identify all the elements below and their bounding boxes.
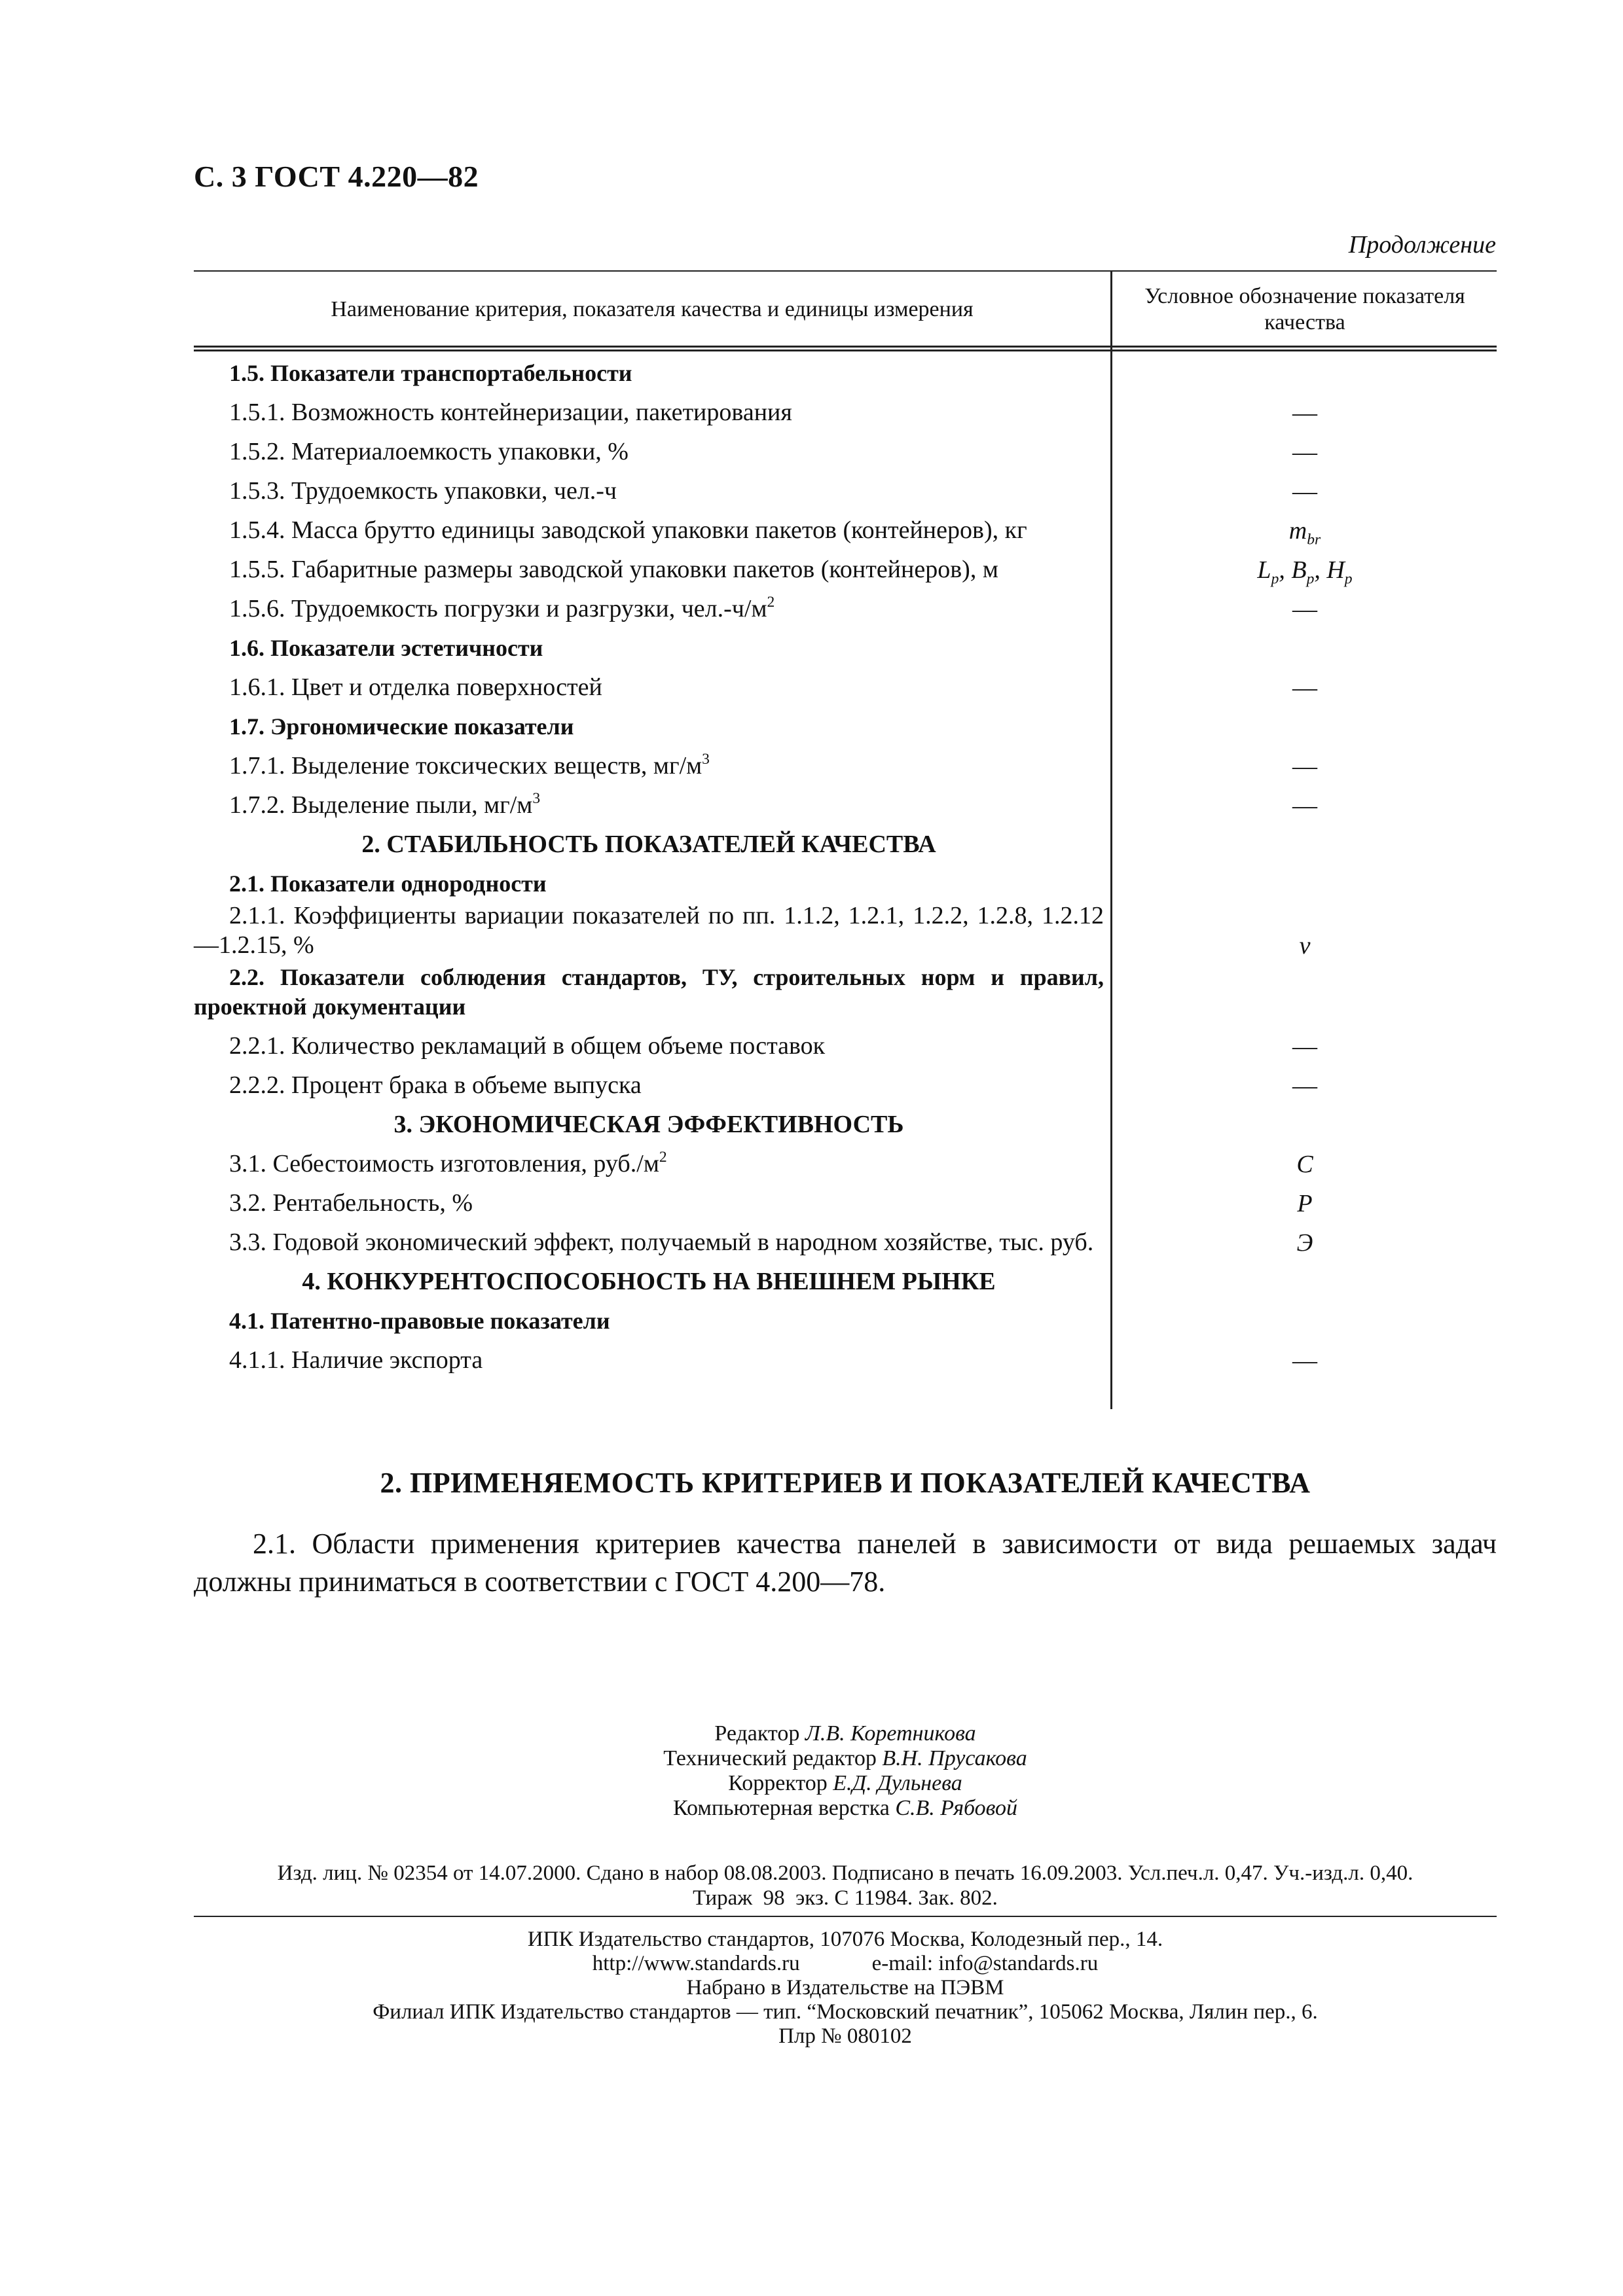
table-row	[194, 963, 1497, 1024]
row-name	[194, 594, 1104, 626]
header-rule	[194, 346, 1497, 348]
credit-corrector	[194, 1771, 1497, 1796]
row-name-text: 1.7.2. Выделение пыли, мг/м	[229, 791, 533, 819]
table-row	[194, 1181, 1497, 1221]
column-header-symbol	[1113, 272, 1497, 348]
publisher-address: ИПК Издательство стандартов, 107076 Москва, Колодезный пер., 14.	[527, 1928, 1163, 1951]
table-row	[194, 430, 1497, 469]
symbol-main: m	[1288, 517, 1307, 545]
table-row	[194, 1024, 1497, 1064]
page-header: С. 3 ГОСТ 4.220—82	[194, 160, 479, 193]
table-row	[194, 783, 1497, 823]
row-symbol: —	[1292, 1347, 1317, 1374]
credit-person: Л.В. Коретникова	[805, 1721, 976, 1746]
publisher-typeset: Набрано в Издательстве на ПЭВМ	[686, 1976, 1004, 2000]
row-name	[194, 1149, 1104, 1181]
row-name-text: 3.1. Себестоимость изготовления, руб./м	[229, 1150, 659, 1177]
row-name: 1.5.4. Масса брутто единицы заводской упаковки пакетов (контейнеров), кг	[229, 516, 1027, 544]
table-row	[194, 587, 1497, 626]
table-row	[194, 1142, 1497, 1181]
row-name: 1.5.2. Материалоемкость упаковки, %	[229, 438, 629, 465]
superscript: 3	[702, 751, 710, 768]
row-name: 2.2.2. Процент брака в объеме выпуска	[229, 1071, 642, 1099]
subsection-heading: 4.1. Патентно-правовые показатели	[229, 1308, 610, 1334]
section-title: 2. ПРИМЕНЯЕМОСТЬ КРИТЕРИЕВ И ПОКАЗАТЕЛЕЙ КАЧЕСТВА	[380, 1467, 1311, 1499]
column-header-name: Наименование критерия, показателя качества и единицы измерения	[331, 297, 974, 321]
publisher-license: Плр № 080102	[778, 2024, 912, 2048]
credits-block	[194, 1721, 1497, 1821]
symbol-b: B	[1291, 556, 1307, 584]
superscript: 2	[767, 594, 775, 611]
publisher-contacts	[194, 1952, 1497, 1976]
table-body	[194, 351, 1497, 1378]
symbol-h: H	[1326, 556, 1345, 584]
continuation-label: Продолжение	[1348, 231, 1496, 259]
section-heading: 4. КОНКУРЕНТОСПОСОБНОСТЬ НА ВНЕШНЕМ РЫНКЕ	[302, 1268, 996, 1295]
symbol-l: L	[1257, 556, 1271, 584]
credit-role: Редактор	[714, 1721, 800, 1746]
symbol-subscript: p	[1271, 570, 1279, 588]
row-name: 1.5.3. Трудоемкость упаковки, чел.-ч	[229, 477, 617, 505]
row-name: 2.2.1. Количество рекламаций в общем объеме поставок	[229, 1032, 826, 1060]
row-symbol: v	[1299, 932, 1311, 960]
row-name: 3.2. Рентабельность, %	[229, 1189, 473, 1217]
row-name	[194, 751, 1104, 783]
imprint-block	[194, 1861, 1497, 1910]
credit-role: Компьютерная верстка	[672, 1796, 890, 1820]
row-symbol: Р	[1297, 1190, 1313, 1217]
table-row	[194, 1064, 1497, 1103]
subsection-heading: 2.1. Показатели однородности	[229, 870, 547, 897]
imprint-line: Тираж 98 экз. С 11984. Зак. 802.	[693, 1886, 998, 1910]
table-row	[194, 1299, 1497, 1338]
credit-person: С.В. Рябовой	[895, 1796, 1017, 1820]
row-symbol: —	[1292, 596, 1317, 623]
row-name: 3.3. Годовой экономический эффект, получаемый в народном хозяйстве, тыс. руб.	[229, 1229, 1094, 1256]
table-row	[194, 626, 1497, 666]
section-heading: 2. СТАБИЛЬНОСТЬ ПОКАЗАТЕЛЕЙ КАЧЕСТВА	[361, 831, 936, 858]
credit-person: Е.Д. Дульнева	[833, 1771, 962, 1795]
table-row	[194, 1338, 1497, 1378]
table-row	[194, 666, 1497, 705]
row-name: 4.1.1. Наличие экспорта	[229, 1346, 483, 1374]
row-name: 1.5.5. Габаритные размеры заводской упаковки пакетов (контейнеров), м	[229, 556, 998, 583]
table-row	[194, 1260, 1497, 1299]
table-row	[194, 469, 1497, 509]
column-header-symbol-line1: Условное обозначение показателя	[1144, 284, 1465, 308]
row-symbol: —	[1292, 753, 1317, 780]
subsection-heading: 2.2. Показатели соблюдения стандартов, ТУ, строительных норм и правил, проектной документации	[194, 964, 1104, 1020]
superscript: 3	[532, 790, 541, 808]
table-row	[194, 744, 1497, 783]
row-symbol: Э	[1296, 1229, 1313, 1257]
superscript: 2	[659, 1149, 667, 1166]
section-heading: 3. ЭКОНОМИЧЕСКАЯ ЭФФЕКТИВНОСТЬ	[393, 1111, 904, 1138]
table-row	[194, 351, 1497, 391]
imprint-line: Изд. лиц. № 02354 от 14.07.2000. Сдано в набор 08.08.2003. Подписано в печать 16.09.2003. Усл.печ.л. 0,47. Уч.-изд.л. 0,40.	[277, 1861, 1413, 1885]
row-name	[194, 791, 1104, 823]
row-name: 1.5.1. Возможность контейнеризации, пакетирования	[229, 399, 792, 426]
row-symbol: —	[1292, 478, 1317, 505]
table-row	[194, 901, 1497, 963]
table-row	[194, 862, 1497, 901]
credit-person: В.Н. Прусакова	[882, 1746, 1027, 1770]
credit-role: Корректор	[728, 1771, 828, 1795]
column-header-symbol-line2: качества	[1264, 310, 1345, 334]
row-symbol: —	[1292, 674, 1317, 702]
subsection-heading: 1.7. Эргономические показатели	[229, 713, 574, 740]
row-name: 2.1.1. Коэффициенты вариации показателей по пп. 1.1.2, 1.2.1, 1.2.2, 1.2.8, 1.2.12—1.2.15, %	[194, 902, 1104, 959]
subsection-heading: 1.6. Показатели эстетичности	[229, 635, 543, 661]
row-symbol: $L_p$, $B_p$, $H_p$	[1257, 556, 1353, 588]
table-row	[194, 391, 1497, 430]
credit-tech-editor	[194, 1746, 1497, 1771]
table-row	[194, 1221, 1497, 1260]
credit-role: Технический редактор	[663, 1746, 877, 1770]
publisher-block	[194, 1928, 1497, 2049]
row-name: 1.6.1. Цвет и отделка поверхностей	[229, 673, 602, 701]
row-symbol	[1113, 516, 1497, 548]
row-name-text: 1.7.1. Выделение токсических веществ, мг/м	[229, 752, 702, 780]
table-row	[194, 705, 1497, 744]
subsection-heading: 1.5. Показатели транспортабельности	[229, 360, 632, 386]
publisher-email: e-mail: info@standards.ru	[871, 1952, 1099, 1975]
symbol-subscript: p	[1306, 570, 1315, 588]
row-symbol: —	[1292, 1072, 1317, 1100]
body-paragraph: 2.1. Области применения критериев качества панелей в зависимости от вида решаемых задач должны приниматься в соответствии с ГОСТ 4.200—78.	[194, 1528, 1497, 1598]
publisher-website: http://www.standards.ru	[592, 1952, 800, 1975]
table-row	[194, 509, 1497, 548]
table-row	[194, 823, 1497, 862]
quality-criteria-table	[194, 270, 1497, 1378]
row-symbol: —	[1292, 792, 1317, 819]
row-symbol: С	[1296, 1151, 1313, 1178]
row-symbol: —	[1292, 399, 1317, 427]
credit-editor	[194, 1721, 1497, 1746]
table-row	[194, 1103, 1497, 1142]
credit-layout	[194, 1796, 1497, 1821]
table-row	[194, 548, 1497, 587]
row-symbol: —	[1292, 439, 1317, 466]
symbol-subscript: br	[1307, 531, 1321, 548]
table-header	[194, 270, 1497, 351]
row-symbol: —	[1292, 1033, 1317, 1060]
publisher-branch: Филиал ИПК Издательство стандартов — тип. “Московский печатник”, 105062 Москва, Лялин пер., 6.	[373, 2000, 1318, 2024]
symbol-subscript: p	[1344, 570, 1353, 588]
row-name-text: 1.5.6. Трудоемкость погрузки и разгрузки, чел.-ч/м	[229, 595, 767, 622]
imprint-divider	[194, 1916, 1497, 1917]
